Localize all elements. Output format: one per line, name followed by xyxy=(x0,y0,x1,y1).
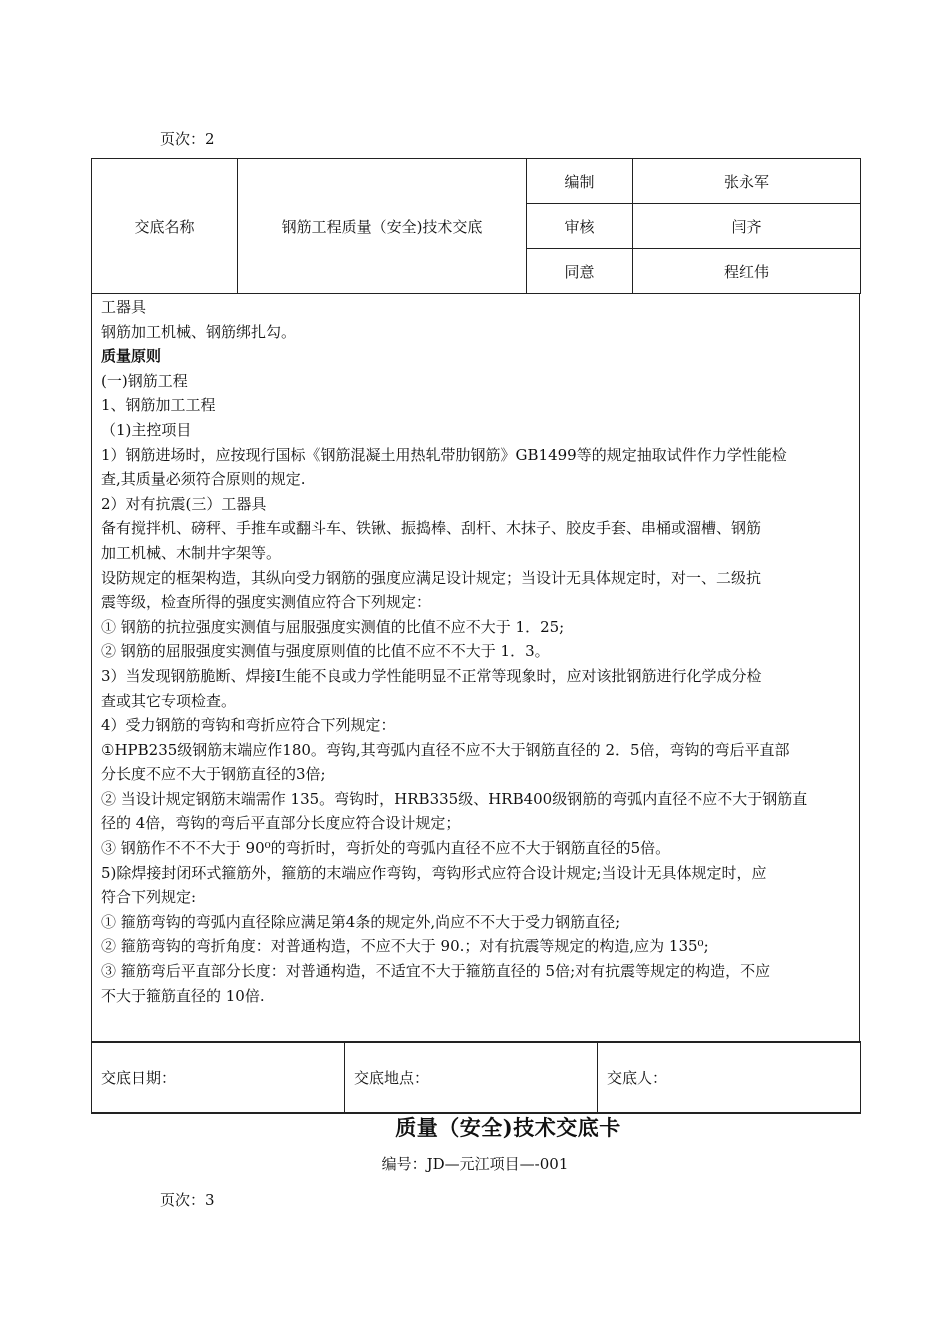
body-line: 1）钢筋进场时，应按现行国标《钢筋混凝土用热轧带肋钢筋》GB1499等的规定抽取试件作力学性能检 xyxy=(101,445,787,464)
body-line: (一)钢筋工程 xyxy=(101,371,188,390)
handover-place-label: 交底地点： xyxy=(345,1042,598,1113)
footer-table xyxy=(91,1041,861,1114)
body-line: ② 当设计规定钢筋末端需作 135。弯钩时，HRB335级、HRB400级钢筋的弯弧内直径不应不大于钢筋直 xyxy=(101,789,808,808)
card-title: 质量（安全)技术交底卡 xyxy=(395,1115,621,1140)
body-line: 加工机械、木制井字架等。 xyxy=(101,543,282,562)
body-line: 不大于箍筋直径的 10倍. xyxy=(101,986,265,1005)
body-line: ③ 箍筋弯后平直部分长度：对普通构造，不适宜不大于箍筋直径的 5倍;对有抗震等规定的构造，不应 xyxy=(101,962,771,981)
role-reviewed: 审核 xyxy=(527,204,633,249)
body-line: （1)主控项目 xyxy=(101,420,192,439)
content-box xyxy=(91,293,860,1041)
body-line: 5)除焊接封闭环式箍筋外，箍筋的末端应作弯钩，弯钩形式应符合设计规定;当设计无具体规定时，应 xyxy=(101,863,767,882)
body-line: ② 箍筋弯钩的弯折角度：对普通构造，不应不大于 90.；对有抗震等规定的构造,应为 135⁰; xyxy=(101,937,709,956)
handover-person-label: 交底人： xyxy=(598,1042,861,1113)
body-line: ② 钢筋的屈服强度实测值与强度原则值的比值不应不不大于 1．3。 xyxy=(101,642,550,661)
body-line: ③ 钢筋作不不不大于 90⁰的弯折时，弯折处的弯弧内直径不应不大于钢筋直径的5倍。 xyxy=(101,839,671,858)
page-number-top: 页次：2 xyxy=(160,130,215,148)
body-line: 符合下列规定: xyxy=(101,888,197,907)
body-line: 3）当发现钢筋脆断、焊接Ⅰ生能不良或力学性能明显不正常等现象时，应对该批钢筋进行化学成分检 xyxy=(101,666,762,685)
section-heading: 质量原则 xyxy=(101,347,162,366)
handover-date-label: 交底日期： xyxy=(92,1042,345,1113)
body-line: 分长度不应不大于钢筋直径的3倍; xyxy=(101,765,326,784)
body-line: 工器具 xyxy=(101,298,147,316)
body-line: ① 箍筋弯钩的弯弧内直径除应满足第4条的规定外,尚应不不大于受力钢筋直径; xyxy=(101,912,621,931)
handover-title: 钢筋工程质量（安全)技术交底 xyxy=(238,159,527,294)
handover-name-label: 交底名称 xyxy=(92,159,238,294)
body-line: ①HPB235级钢筋末端应作180。弯钩,其弯弧内直径不应不大于钢筋直径的 2．5倍，弯钩的弯后平直部 xyxy=(101,740,790,759)
body-line: 径的 4倍，弯钩的弯后平直部分长度应符合设计规定； xyxy=(101,814,461,833)
header-table xyxy=(91,158,861,294)
name-reviewed: 闫齐 xyxy=(633,204,861,249)
body-line: 查或其它专项检查。 xyxy=(101,691,237,710)
body-line: 钢筋加工机械、钢筋绑扎勾。 xyxy=(101,322,297,341)
body-line: 1、钢筋加工工程 xyxy=(101,396,216,415)
role-prepared: 编制 xyxy=(527,159,633,204)
body-line: ① 钢筋的抗拉强度实测值与屈服强度实测值的比值不应不大于 1．25; xyxy=(101,617,565,636)
body-line: 震等级，检查所得的强度实测值应符合下列规定： xyxy=(101,593,432,612)
body-line: 2）对有抗震(三）工器具 xyxy=(101,494,267,513)
card-number: 编号：JD—元江项目—-001 xyxy=(381,1155,569,1173)
body-line: 查,其质量必须符合原则的规定. xyxy=(101,470,306,489)
body-line: 设防规定的框架构造，其纵向受力钢筋的强度应满足设计规定；当设计无具体规定时，对一、二级抗 xyxy=(101,568,762,587)
body-line: 4）受力钢筋的弯钩和弯折应符合下列规定： xyxy=(101,716,396,735)
content-body xyxy=(92,293,859,1008)
page-number-bottom: 页次：3 xyxy=(160,1191,215,1209)
name-prepared: 张永军 xyxy=(633,159,861,204)
body-line: 备有搅拌机、磅秤、手推车或翻斗车、铁锹、振捣棒、刮杆、木抹子、胶皮手套、串桶或溜槽、钢筋 xyxy=(101,519,762,538)
role-approved: 同意 xyxy=(527,249,633,294)
name-approved: 程红伟 xyxy=(633,249,861,294)
